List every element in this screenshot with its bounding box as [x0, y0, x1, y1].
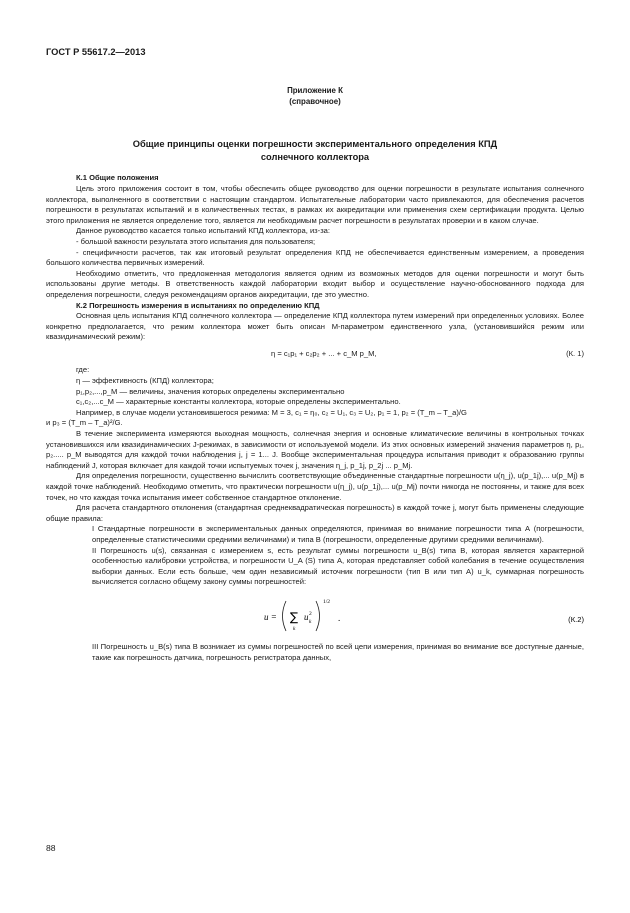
- annex-note: (справочное): [289, 96, 341, 106]
- where-label: где:: [76, 365, 90, 375]
- example-line-1: Например, в случае модели установившегося режима: M = 3, c₁ = η₀, c₂ = U₁, c₃ = U₂, p₁ = 1, p₂ = (T_m – T_a)/G: [76, 407, 467, 417]
- k2-paragraph-1: Основная цель испытания КПД солнечного коллектора — определение КПД коллектора путем измерений при определенных условиях. Более конкретно предполагается, что режим коллектора может быть описан M-параметром единственного узла, (установившийся режим или квазидинамический режим):: [46, 311, 584, 342]
- rule-2: II Погрешность u(s), связанная с измерением s, есть результат суммы погрешности u_B(s) типа В, которая является характерной особенностью калибровки устройства, и погрешности U_A (S) типа А, которая представляет собой колебания в течение осуществления выборки данных. Если есть больше, чем один независимый источник погрешности (тип В или тип А) u_k, суммарная погрешность вычисляется согласно общему закону суммы погрешностей:: [92, 545, 584, 587]
- k1-paragraph-1: Цель этого приложения состоит в том, чтобы обеспечить общее руководство для оценки погрешности в результате испытания солнечного коллектора, выполненного в соответствии с настоящим стандартом. Испытательные лаборатории часто привлекаются, для обеспечения расчетов погрешности в результатах испытаний и в количественных тестах, в рамках их аккредитации или применения схем сертификации продукта. Целью этого приложения не является определение того, является ли необходимым расчет погрешности в результатах проверки и в каком случае.: [46, 183, 584, 225]
- k2-paragraph-4: Для расчета стандартного отклонения (стандартная среднеквадратическая погрешность) в каждой точке j, могут быть применены следующие общие правила:: [46, 503, 584, 523]
- definition-eta: η — эффективность (КПД) коллектора;: [76, 376, 214, 386]
- formula-k2: [46, 592, 584, 636]
- formula-k2-term-square: 2: [309, 610, 312, 617]
- k1-paragraph-3: Необходимо отметить, что предложенная методология является одним из возможных методов для оценки погрешности и могут быть использованы другие методы. В ответственность каждой лаборатории входит выбор и осуществление научно-обоснованного подхода для определения погрешности, следуя рекомендациям органов аккредитации, где это уместно.: [46, 268, 584, 299]
- k2-paragraph-2: В течение эксперимента измеряются выходная мощность, солнечная энергия и основные климатические величины в контрольных точках установившихся или квазидинамических J-режимах, в зависимости от используемой модели. Из этих основных измерений значения параметров η, p₁, p₂..... p_M выводятся для каждой точки наблюдения j, j = 1... J. Вообще экспериментальная процедура испытания приводит к образованию группы наблюдений J, которая включает для каждой точки испытуемых точек j, значения η_j, p_1j, p_2j ... p_Mj.: [46, 429, 584, 470]
- section-heading-k2: К.2 Погрешность измерения в испытаниях по определению КПД: [76, 300, 320, 310]
- formula-k2-right-paren: [316, 601, 320, 631]
- annex-label: Приложение К: [287, 86, 343, 95]
- rule-1: I Стандартные погрешности в экспериментальных данных определяются, принимая во внимание погрешности типа А (погрешности, определенные статистическими средними величинами) и типа В (погрешности, определенные другими средними величинами).: [92, 524, 584, 544]
- formula-k2-left-paren: [283, 601, 287, 631]
- annex-title-line2: солнечного коллектора: [260, 151, 370, 162]
- formula-k2-lhs: u =: [264, 611, 277, 622]
- example-line-2: и p₃ = (T_m – T_a)²/G.: [46, 418, 123, 428]
- formula-k1-number: (К. 1): [566, 348, 584, 358]
- rule-3: III Погрешность u_B(s) типа В возникает из суммы погрешностей по всей цепи измерения, принимая во внимание все доступные данные, такие как погрешность датчика, погрешность регистратора данных,: [92, 641, 584, 662]
- formula-k1: [46, 349, 584, 360]
- section-heading-k1: К.1 Общие положения: [76, 173, 159, 183]
- formula-k2-term-index: k: [309, 618, 312, 625]
- definition-p: p₁,p₂,...,p_M — величины, значения которых определены экспериментально: [76, 386, 345, 396]
- formula-k2-sigma-index: k: [293, 625, 296, 632]
- k2-paragraph-3: Для определения погрешности, существенно вычислить соответствующие объединенные стандартные погрешности u(η_j), u(p_1j),... u(p_Mj) в каждой точке наблюдений. Необходимо отметить, что практически погрешности u(η_j), u(p_1j),... u(p_Mj) почти никогда не постоянны, и также для всех точек, но что каждая точка испытания имеет собственное стандартное отклонение.: [46, 471, 584, 502]
- page-number: 88: [46, 843, 56, 853]
- annex-title-line1: Общие принципы оценки погрешности экспериментального определения КПД: [132, 139, 498, 150]
- formula-k1-expression: η = c₁p₁ + c₂p₂ + ... + c_M p_M,: [271, 348, 377, 358]
- formula-k2-exponent: 1/2: [323, 598, 331, 605]
- formula-k2-number: (К.2): [568, 614, 584, 624]
- k1-bullet-2: - специфичности расчетов, так как итоговый результат определения КПД не обеспечивается единственным измерением, а проведения большого количества первичных измерений.: [46, 247, 584, 268]
- formula-k2-period: .: [338, 612, 341, 623]
- formula-k2-graphic: [46, 592, 584, 636]
- k1-bullet-1: - большой важности результата этого испытания для пользователя;: [76, 236, 316, 246]
- k1-paragraph-2: Данное руководство касается только испытаний КПД коллектора, из-за:: [76, 226, 331, 236]
- standard-header: ГОСТ Р 55617.2—2013: [46, 47, 146, 57]
- formula-k2-term: u: [304, 611, 309, 622]
- formula-k2-sigma: ∑: [290, 609, 299, 624]
- definition-c: c₁,c₂,...c_M — характерные константы коллектора, которые определены экспериментально.: [76, 397, 401, 407]
